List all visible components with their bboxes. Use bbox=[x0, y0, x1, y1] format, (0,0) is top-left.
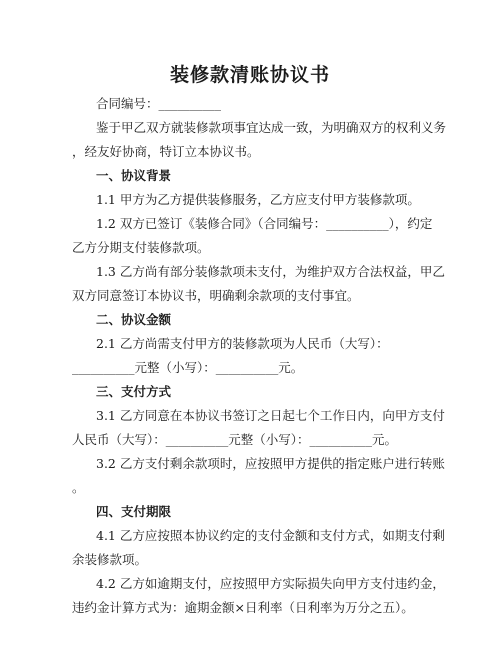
document-title: 装修款清账协议书 bbox=[169, 64, 330, 86]
section-heading-payment-term: 四、支付期限 bbox=[96, 504, 172, 519]
clause-2-1-line-1: 2.1 乙方尚需支付甲方的装修款项为人民币（大写）： bbox=[96, 336, 389, 351]
preamble-line-2: ，经友好协商，特订立本协议书。 bbox=[72, 144, 260, 159]
clause-1-3-line-1: 1.3 乙方尚有部分装修款项未支付，为维护双方合法权益，甲乙 bbox=[96, 264, 445, 279]
clause-1-3-line-2: 双方同意签订本协议书，明确剩余款项的支付事宜。 bbox=[72, 288, 360, 303]
clause-4-2-line-1: 4.2 乙方如逾期支付，应按照甲方实际损失向甲方支付违约金， bbox=[96, 576, 445, 591]
clause-3-2-line-1: 3.2 乙方支付剩余款项时，应按照甲方提供的指定账户进行转账 bbox=[96, 456, 445, 471]
clause-3-2-line-2: 。 bbox=[72, 480, 85, 495]
clause-2-1-line-2: __________元整（小写）：__________元。 bbox=[72, 360, 304, 375]
clause-3-1-line-2: 人民币（大写）：__________元整（小写）：__________元。 bbox=[72, 432, 398, 447]
clause-4-1-line-1: 4.1 乙方应按照本协议约定的支付金额和支付方式，如期支付剩 bbox=[96, 528, 445, 543]
contract-number-line: 合同编号：__________ bbox=[96, 96, 222, 111]
section-heading-background: 一、协议背景 bbox=[96, 168, 172, 183]
section-heading-amount: 二、协议金额 bbox=[96, 312, 172, 327]
clause-4-2-line-2: 违约金计算方式为：逾期金额×日利率（日利率为万分之五）。 bbox=[72, 600, 414, 615]
clause-1-1: 1.1 甲方为乙方提供装修服务，乙方应支付甲方装修款项。 bbox=[96, 192, 420, 207]
section-heading-payment-method: 三、支付方式 bbox=[96, 384, 172, 399]
preamble-line-1: 鉴于甲乙双方就装修款项事宜达成一致，为明确双方的权利义务 bbox=[96, 120, 447, 135]
clause-1-2-line-1: 1.2 双方已签订《装修合同》（合同编号：__________），约定 bbox=[96, 216, 433, 231]
clause-4-1-line-2: 余装修款项。 bbox=[72, 552, 148, 567]
clause-1-2-line-2: 乙方分期支付装修款项。 bbox=[72, 240, 210, 255]
clause-3-1-line-1: 3.1 乙方同意在本协议书签订之日起七个工作日内，向甲方支付 bbox=[96, 408, 445, 423]
